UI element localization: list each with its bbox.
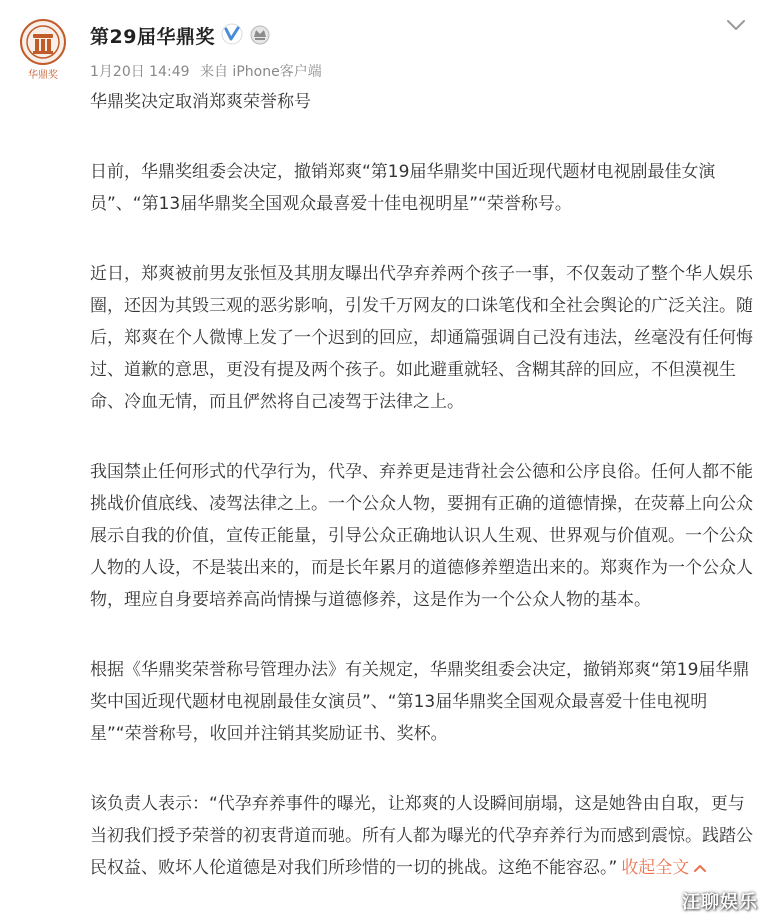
watermark: 汪聊娱乐 [682,892,758,913]
collapse-label: 收起全文 [621,858,690,878]
more-chevron-icon [722,16,750,34]
post-paragraph: 根据《华鼎奖荣誉称号管理办法》有关规定，华鼎奖组委会决定，撤销郑爽“第19届华鼎奖中国近现代题材电视剧最佳女演员”、“第13届华鼎奖全国观众最喜爱十佳电视明星”“荣誉称号，收回并注销其奖励证书、奖杯。 [90,660,750,744]
post-paragraph: 我国禁止任何形式的代孕行为，代孕、弃养更是违背社会公德和公序良俗。任何人都不能挑战价值底线、凌驾法律之上。一个公众人物，要拥有正确的道德情操，在荧幕上向公众展示自我的价值，宣传正能量，引导公众正确地认识人生观、世界观与价值观。一个公众人物的人设，不是装出来的，而是长年累月的道德修养塑造出来的。郑爽作为一个公众人物，理应自身要培养高尚情操与道德修养，这是作为一个公众人物的基本。 [90,462,753,610]
post-source: 来自 iPhone客户端 [199,64,322,80]
collapse-button[interactable] [621,858,707,878]
avatar-logo [16,18,70,82]
post-header [90,22,271,49]
svg-text:华鼎奖: 华鼎奖 [28,70,58,81]
post-paragraph: 近日，郑爽被前男友张恒及其朋友曝出代孕弃养两个孩子一事，不仅轰动了整个华人娱乐圈，还因为其毁三观的恶劣影响，引发千万网友的口诛笔伐和全社会舆论的广泛关注。随后，郑爽在个人微博上发了一个迟到的回应，却通篇强调自己没有违法，丝毫没有任何悔过、道歉的意思，更没有提及两个孩子。如此避重就轻、含糊其辞的回应，不但漠视生命、冷血无情，而且俨然将自己凌驾于法律之上。 [90,264,753,412]
post-meta [90,61,328,81]
avatar[interactable] [16,18,70,82]
vip-badge-icon [249,23,271,49]
author-name[interactable]: 第29届华鼎奖 [90,26,215,48]
post-paragraph-title: 华鼎奖决定取消郑爽荣誉称号 [90,92,311,112]
post-paragraph: 日前，华鼎奖组委会决定，撤销郑爽“第19届华鼎奖中国近现代题材电视剧最佳女演员”、“第13届华鼎奖全国观众最喜爱十佳电视明星”“荣誉称号。 [90,162,716,214]
post-paragraph-text: 该负责人表示：“代孕弃养事件的曝光，让郑爽的人设瞬间崩塌，这是她咎由自取，更与当初我们授予荣誉的初衷背道而驰。所有人都为曝光的代孕弃养行为而感到震惊。践踏公民权益、败坏人伦道德是对我们所珍惜的一切的挑战。这绝不能容忍。” [90,794,753,878]
post-paragraph-last [90,788,754,884]
collapse-up-icon [693,852,707,884]
post-timestamp[interactable]: 1月20日 14:49 [90,64,190,80]
more-menu-button[interactable] [722,16,750,34]
post-content [90,86,754,884]
verified-badge-icon [221,23,243,49]
